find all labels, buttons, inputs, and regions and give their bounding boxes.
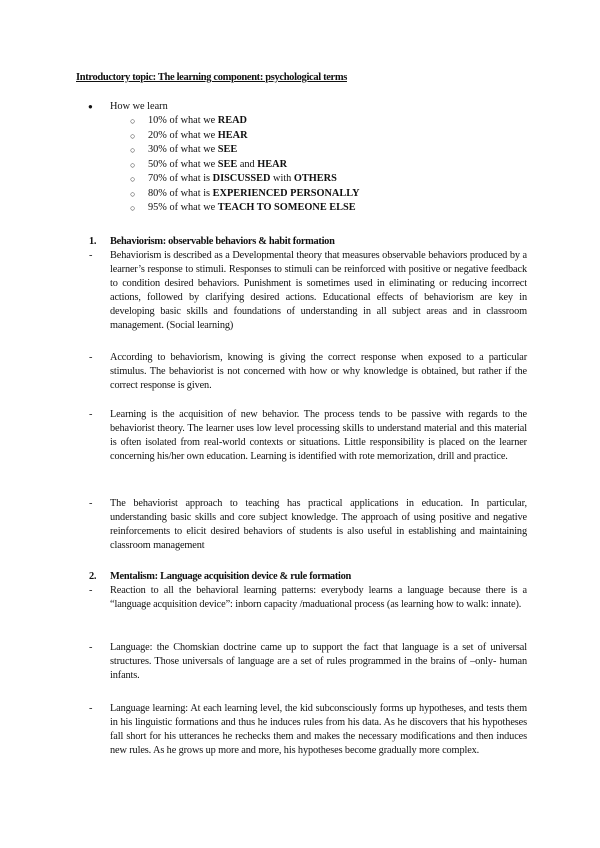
list-item <box>130 143 488 158</box>
item-emphasis: EXPERIENCED PERSONALLY <box>212 187 360 199</box>
paragraph <box>89 641 527 683</box>
item-text: 70% of what is <box>148 173 213 184</box>
list-item <box>130 129 488 144</box>
paragraph-text: Learning is the acquisition of new behavior. The process tends to be passive with regards to the behaviorist theory. The learner uses low level processing skills to understand material and this material is often isolated from real-world contexts or situations. Little responsibility is placed on the learner concerning his/her own education. Learning is identified with rote memorization, drill and practice. <box>110 409 527 462</box>
item-text: 30% of what we <box>148 144 218 155</box>
bullet-icon: ● <box>88 102 93 111</box>
section-heading-mentalism <box>89 570 351 584</box>
circle-bullet-icon: ○ <box>130 159 136 170</box>
how-we-learn-heading: How we learn <box>110 101 168 112</box>
paragraph-text: Behaviorism is described as a Developmental theory that measures observable behaviors produced by a learner’s response to stimuli. Responses to stimuli can be reinforced with positive or negative feedback to condition desired behaviors. Punishment is sometimes used in eliminating or reducing incorrect actions, followed by clarifying desired actions. Educational effects of behaviorism are key in developing basic skills and foundations of understanding in all subject areas and in classroom management. (Social learning) <box>110 250 527 331</box>
section-heading-behaviorism <box>89 235 335 249</box>
circle-bullet-icon: ○ <box>130 188 136 199</box>
item-emphasis: OTHERS <box>293 173 337 184</box>
dash-bullet: - <box>89 703 93 714</box>
dash-bullet: - <box>89 642 93 653</box>
dash-bullet: - <box>89 498 93 509</box>
list-item <box>130 172 488 187</box>
page-title: Introductory topic: The learning component: psychological terms <box>76 72 347 83</box>
item-text: 80% of what is <box>148 187 213 199</box>
item-text: 95% of what we <box>148 202 218 213</box>
paragraph <box>89 702 527 758</box>
item-text: 20% of what we <box>148 129 218 141</box>
paragraph <box>89 408 527 464</box>
paragraph-text: Language: the Chomskian doctrine came up to support the fact that language is a set of universal structures. Those universals of language are a set of rules programmed in the brains of –only- human infants. <box>110 642 527 681</box>
how-we-learn-item <box>88 100 488 114</box>
item-text: 50% of what we <box>148 158 218 170</box>
circle-bullet-icon: ○ <box>130 130 136 141</box>
learning-percent-list <box>88 114 488 216</box>
dash-bullet: - <box>89 585 93 596</box>
list-item <box>130 187 488 202</box>
paragraph-text: Language learning: At each learning level, the kid subconsciously forms up hypotheses, and tests them in his linguistic formations and thus he induces rules from his data. As he discovers that his hypotheses fall short for his utterances he rechecks them and makes the necessary modifications and then induces new rules. As he grows up more and more, his hypotheses become gradually more complex. <box>110 703 527 756</box>
section-title: Mentalism: Language acquisition device & rule formation <box>110 571 351 582</box>
item-emphasis: HEAR <box>257 158 288 170</box>
list-item <box>130 201 488 216</box>
section-number: 2. <box>89 571 97 582</box>
item-text: with <box>270 173 294 184</box>
dash-bullet: - <box>89 250 93 261</box>
item-emphasis: TEACH TO SOMEONE ELSE <box>217 202 356 213</box>
circle-bullet-icon: ○ <box>130 116 136 126</box>
section-title: Behaviorism: observable behaviors & habit formation <box>110 236 335 247</box>
section-number: 1. <box>89 236 97 247</box>
item-emphasis: SEE <box>217 144 238 155</box>
item-emphasis: DISCUSSED <box>212 173 271 184</box>
paragraph <box>89 584 527 612</box>
item-emphasis: READ <box>217 115 247 126</box>
paragraph <box>89 497 527 553</box>
circle-bullet-icon: ○ <box>130 145 136 155</box>
paragraph-text: According to behaviorism, knowing is giving the correct response when exposed to a particular stimulus. The behaviorist is not concerned with how or why knowledge is obtained, but rather if the correct response is given. <box>110 352 527 391</box>
circle-bullet-icon: ○ <box>130 203 136 213</box>
item-text: and <box>237 158 258 170</box>
circle-bullet-icon: ○ <box>130 174 136 184</box>
paragraph <box>89 249 527 333</box>
paragraph <box>89 351 527 393</box>
dash-bullet: - <box>89 409 93 420</box>
item-emphasis: HEAR <box>217 129 248 141</box>
item-emphasis: SEE <box>217 158 238 170</box>
paragraph-text: The behaviorist approach to teaching has practical applications in education. In particular, understanding basic skills and core subject knowledge. The approach of using positive and negative reinforcements to elicit desired behaviors of students is also useful in establishing and maintaining classroom management <box>110 498 527 551</box>
paragraph-text: Reaction to all the behavioral learning patterns: everybody learns a language because there is a “language acquisition device”: inborn capacity /maduational process (as learning how to walk: innate). <box>110 585 527 610</box>
list-item <box>130 114 488 129</box>
item-text: 10% of what we <box>148 115 218 126</box>
how-we-learn-list <box>88 100 488 216</box>
dash-bullet: - <box>89 352 93 363</box>
list-item <box>130 158 488 173</box>
